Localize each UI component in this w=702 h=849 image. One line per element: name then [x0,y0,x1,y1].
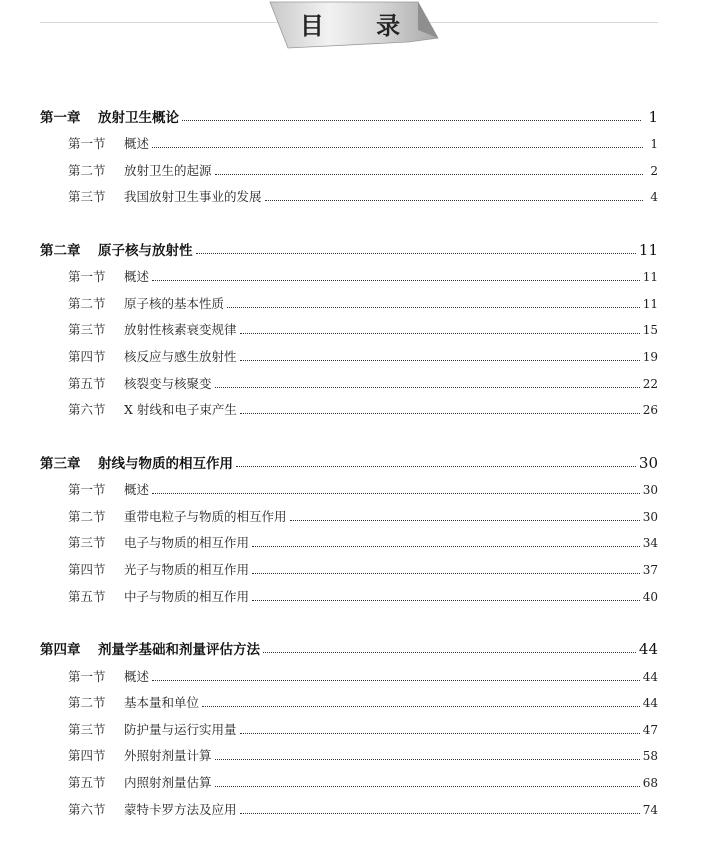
section-title: 我国放射卫生事业的发展 [124,189,262,204]
section-number: 第二节 [68,509,106,524]
dot-leader [152,492,640,494]
dot-leader [252,599,640,601]
toc-section[interactable] [68,134,658,152]
dot-leader [290,519,640,521]
toc-section[interactable] [68,587,658,605]
section-title: X 射线和电子束产生 [124,402,237,417]
section-number: 第二节 [68,695,106,710]
page-number: 58 [642,749,658,763]
toc-section[interactable] [68,347,658,365]
page-number: 37 [642,563,658,577]
dot-leader [152,279,640,281]
section-number: 第一节 [68,669,106,684]
dot-leader [240,732,640,734]
page-number: 44 [642,670,658,684]
dot-leader [215,173,643,175]
section-number: 第三节 [68,722,106,737]
page-title: 目 录 [299,12,423,40]
section-title: 电子与物质的相互作用 [124,535,250,550]
dot-leader [152,679,640,681]
page-number: 44 [638,640,658,658]
dot-leader [215,758,640,760]
section-number: 第四节 [68,562,106,577]
dot-leader [252,572,640,574]
page-number: 1 [648,108,658,126]
section-number: 第六节 [68,802,106,817]
toc-section[interactable] [68,374,658,392]
page-number: 15 [642,323,658,337]
toc-section[interactable] [68,720,658,738]
chapter-title: 原子核与放射性 [98,243,193,259]
dot-leader [182,119,641,121]
section-title: 放射性核素衰变规律 [124,322,237,337]
section-number: 第四节 [68,748,106,763]
page-number: 11 [638,241,658,259]
toc-section[interactable] [68,507,658,525]
page-number: 4 [650,190,658,204]
dot-leader [227,306,640,308]
toc-section[interactable] [68,533,658,551]
section-title: 基本量和单位 [124,695,200,710]
section-title: 概述 [124,136,150,151]
toc-section[interactable] [68,480,658,498]
dot-leader [196,252,636,254]
section-title: 防护量与运行实用量 [124,722,237,737]
toc-section[interactable] [68,320,658,338]
chapter-title: 射线与物质的相互作用 [98,456,233,472]
page-number: 11 [642,270,658,284]
dot-leader [263,651,636,653]
page-number: 34 [642,536,658,550]
dot-leader [240,359,640,361]
dot-leader [215,785,640,787]
section-title: 重带电粒子与物质的相互作用 [124,509,287,524]
title-banner [268,0,440,50]
section-title: 概述 [124,482,150,497]
section-number: 第二节 [68,163,106,178]
section-number: 第一节 [68,482,106,497]
page-number: 30 [638,454,658,472]
page-number: 47 [642,723,658,737]
dot-leader [202,705,640,707]
toc-section[interactable] [68,693,658,711]
toc-chapter[interactable] [40,452,658,472]
page-number: 74 [642,803,658,817]
toc-section[interactable] [68,773,658,791]
page-number: 40 [642,590,658,604]
dot-leader [240,332,640,334]
toc-section[interactable] [68,746,658,764]
page-number: 11 [642,297,658,311]
toc-section[interactable] [68,667,658,685]
page-number: 2 [650,164,658,178]
dot-leader [236,465,636,467]
section-number: 第三节 [68,189,106,204]
section-title: 中子与物质的相互作用 [124,589,250,604]
dot-leader [215,386,640,388]
section-title: 蒙特卡罗方法及应用 [124,802,237,817]
toc-section[interactable] [68,187,658,205]
page-number: 22 [642,377,658,391]
chapter-number: 第一章 [40,110,81,126]
dot-leader [240,412,640,414]
section-number: 第四节 [68,349,106,364]
section-title: 内照射剂量估算 [124,775,212,790]
chapter-title: 放射卫生概论 [98,110,179,126]
dot-leader [252,545,640,547]
section-title: 概述 [124,669,150,684]
section-title: 核裂变与核聚变 [124,376,212,391]
section-number: 第五节 [68,376,106,391]
section-number: 第二节 [68,296,106,311]
section-number: 第三节 [68,535,106,550]
toc-section[interactable] [68,294,658,312]
page-number: 68 [642,776,658,790]
section-number: 第一节 [68,136,106,151]
chapter-number: 第四章 [40,642,81,658]
section-number: 第一节 [68,269,106,284]
toc-section[interactable] [68,800,658,818]
page-number: 44 [642,696,658,710]
section-title: 外照射剂量计算 [124,748,212,763]
toc-section[interactable] [68,560,658,578]
chapter-number: 第三章 [40,456,81,472]
section-title: 概述 [124,269,150,284]
page-number: 30 [642,510,658,524]
section-number: 第五节 [68,589,106,604]
section-title: 光子与物质的相互作用 [124,562,250,577]
section-number: 第六节 [68,402,106,417]
toc-chapter[interactable] [40,239,658,259]
section-number: 第三节 [68,322,106,337]
dot-leader [265,199,643,201]
section-title: 放射卫生的起源 [124,163,212,178]
toc-chapter[interactable] [40,638,658,658]
toc-section[interactable] [68,400,658,418]
section-title: 原子核的基本性质 [124,296,225,311]
page-number: 26 [642,403,658,417]
chapter-title: 剂量学基础和剂量评估方法 [98,642,260,658]
page-number: 19 [642,350,658,364]
section-title: 核反应与感生放射性 [124,349,237,364]
dot-leader [152,146,643,148]
toc-chapter[interactable] [40,106,658,126]
toc-section[interactable] [68,161,658,179]
toc-section[interactable] [68,267,658,285]
dot-leader [240,812,640,814]
page-number: 30 [642,483,658,497]
section-number: 第五节 [68,775,106,790]
page-number: 1 [650,137,658,151]
chapter-number: 第二章 [40,243,81,259]
